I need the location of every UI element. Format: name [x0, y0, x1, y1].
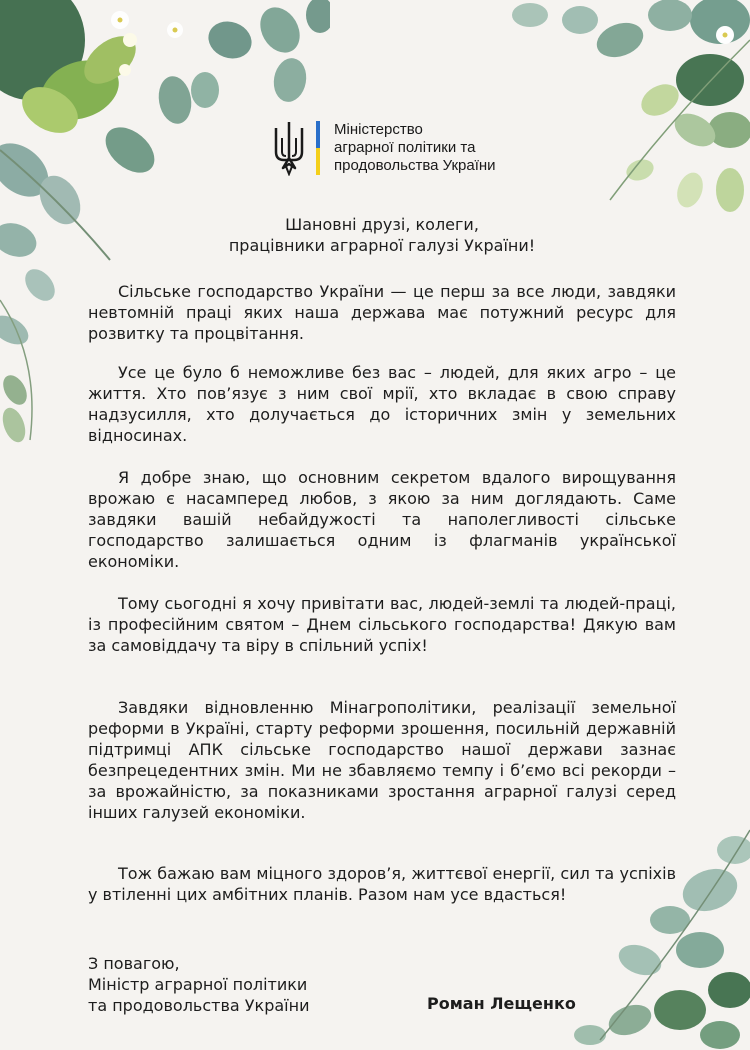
letter-paragraph: Завдяки відновленню Мінагрополітики, реалізації земельної реформи в Україні, старту реформи зрошення, посильній державній підтримці АПК сільське господарство нашої держави зазнає безпрецедентних змін. Ми не збавляємо темпу і б’ємо всі рекорди – за врожайністю, за показниками зростання аграрної галузі серед інших галузей економіки. — [88, 698, 676, 822]
signer-name: Роман Лещенко — [427, 994, 576, 1013]
letter-paragraph: Я добре знаю, що основним секретом вдалого вирощування врожаю є насамперед любов, з якою за ним доглядають. Саме завдяки вашій небайдужості та наполегливості сільське господарство залишається одним із флагманів української економіки. — [88, 468, 676, 571]
letter-paragraph: Тому сьогодні я хочу привітати вас, людей-землі та людей-праці, із професійним святом – Днем сільського господарства! Дякую вам за самовіддачу та віру в спільний успіх! — [88, 594, 676, 655]
letter-paragraph: Сільське господарство України — це перш за все люди, завдяки невтомній праці яких наша держава має потужний ресурс для розвитку та процвітання. — [88, 282, 676, 343]
ministry-line: аграрної політики та — [334, 139, 476, 156]
letter-paragraph: Усе це було б неможливе без вас – людей, для яких агро – це життя. Хто пов’язує з ним свої мрії, хто вкладає в свою справу надзусилля, хто долучається до історичних змін у земельних відносинах. — [88, 363, 676, 445]
letterhead — [272, 120, 496, 176]
ministry-line: продовольства України — [334, 157, 496, 174]
signer-title: Міністр аграрної політики — [88, 975, 308, 994]
closing: З повагою, — [88, 954, 180, 973]
ministry-line: Міністерство — [334, 121, 423, 138]
greeting-line: Шановні друзі, колеги, — [285, 215, 479, 234]
ukraine-flag-bar — [316, 121, 320, 175]
trident-icon — [272, 120, 306, 176]
ministry-name — [334, 121, 496, 175]
foliage-decoration-bottom-right — [550, 810, 750, 1050]
signer-title: та продовольства України — [88, 996, 310, 1015]
signature-block — [88, 953, 309, 1016]
greeting-line: працівники аграрної галузі України! — [228, 236, 536, 255]
letter-paragraph: Тож бажаю вам міцного здоров’я, життєвої енергії, сил та успіхів у втіленні цих амбітних планів. Разом нам усе вдасться! — [88, 864, 676, 904]
greeting — [88, 214, 676, 256]
